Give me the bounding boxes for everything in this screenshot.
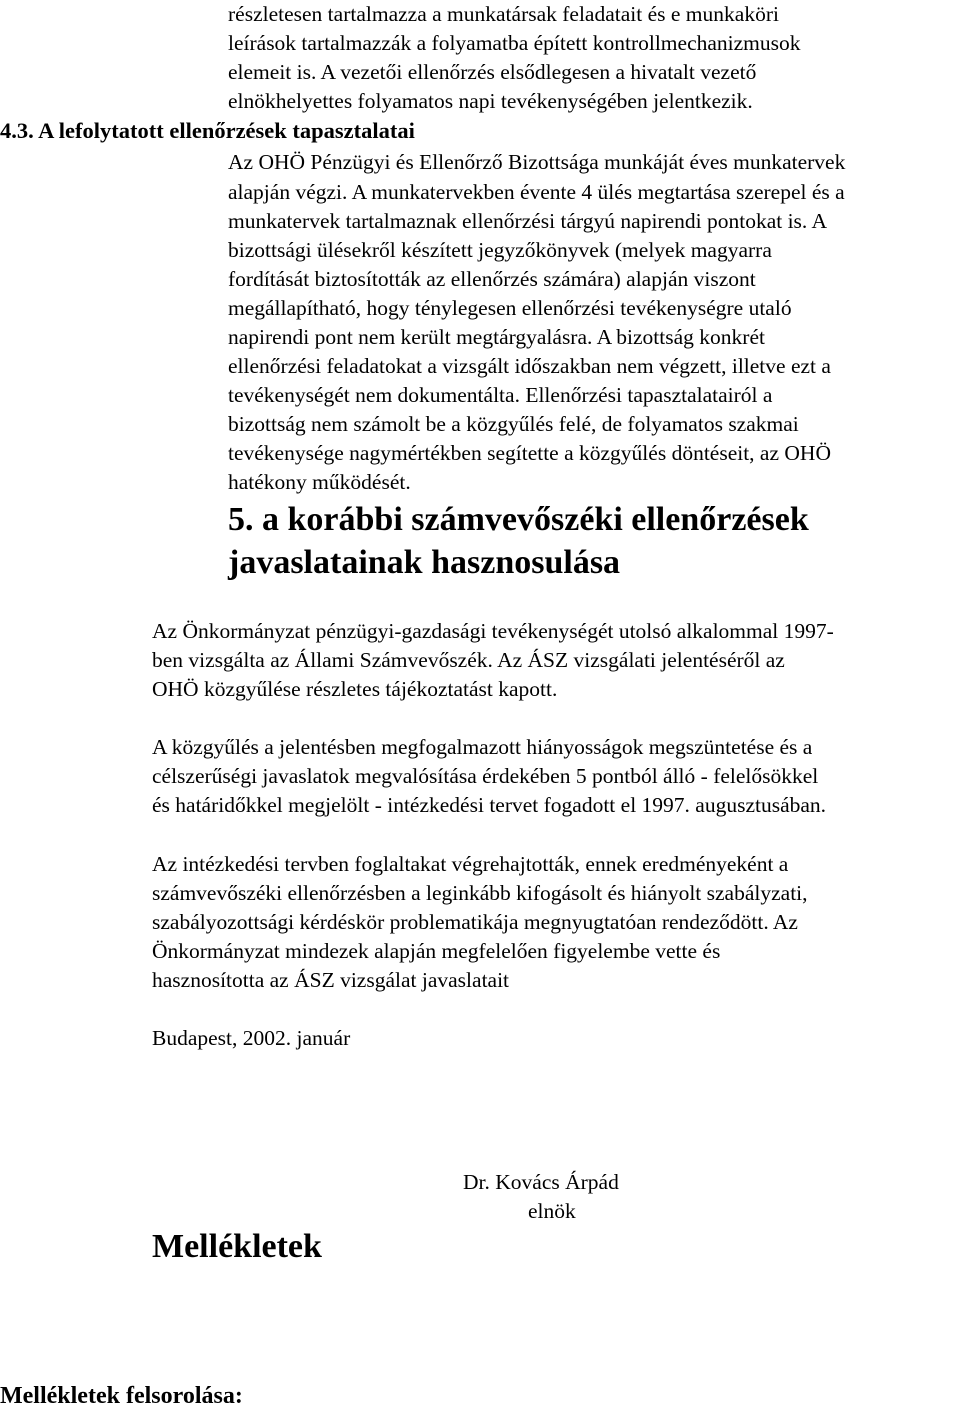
section-4-3-line: alapján végzi. A munkatervekben évente 4 ülés megtartása szerepel és a bbox=[228, 180, 845, 204]
intro-line: elemeit is. A vezetői ellenőrzés elsődlegesen a hivatalt vezető bbox=[228, 60, 757, 84]
section-4-3-line: tevékenységét nem dokumentálta. Ellenőrzési tapasztalatairól a bbox=[228, 383, 773, 407]
section-5-p3-line: számvevőszéki ellenőrzésben a leginkább kifogásolt és hiányolt szabályzati, bbox=[152, 881, 808, 905]
annex-heading: Mellékletek bbox=[152, 1228, 322, 1265]
place-date: Budapest, 2002. január bbox=[152, 1026, 351, 1050]
section-4-3-line: ellenőrzési feladatokat a vizsgált időszakban nem végzett, illetve ezt a bbox=[228, 354, 831, 378]
intro-line: részletesen tartalmazza a munkatársak feladatait és e munkaköri bbox=[228, 2, 779, 26]
section-4-3-heading: 4.3. A lefolytatott ellenőrzések tapasztalatai bbox=[0, 118, 415, 143]
section-4-3-line: fordítását biztosították az ellenőrzés számára) alapján viszont bbox=[228, 267, 756, 291]
section-4-3-line: Az OHÖ Pénzügyi és Ellenőrző Bizottsága munkáját éves munkatervek bbox=[228, 150, 846, 174]
section-5-heading-line: 5. a korábbi számvevőszéki ellenőrzések bbox=[228, 501, 809, 538]
section-5-p3-line: Az intézkedési tervben foglaltakat végrehajtották, ennek eredményeként a bbox=[152, 852, 789, 876]
section-4-3-line: tevékenysége nagymértékben segítette a közgyűlés döntéseit, az OHÖ bbox=[228, 441, 831, 465]
section-5-p1-line: Az Önkormányzat pénzügyi-gazdasági tevékenységét utolsó alkalommal 1997- bbox=[152, 619, 834, 643]
section-4-3-line: napirendi pont nem került megtárgyalásra. A bizottság konkrét bbox=[228, 325, 765, 349]
section-5-p1-line: OHÖ közgyűlése részletes tájékoztatást kapott. bbox=[152, 677, 558, 701]
section-5-p2-line: és határidőkkel megjelölt - intézkedési tervet fogadott el 1997. augusztusában. bbox=[152, 793, 827, 817]
section-4-3-line: bizottsági ülésekről készített jegyzőkönyvek (melyek magyarra bbox=[228, 238, 772, 262]
annex-list-heading: Mellékletek felsorolása: bbox=[0, 1383, 243, 1409]
section-4-3-line: bizottság nem számolt be a közgyűlés felé, de folyamatos szakmai bbox=[228, 412, 799, 436]
signature-role: elnök bbox=[528, 1199, 576, 1223]
section-5-p1-line: ben vizsgálta az Állami Számvevőszék. Az ÁSZ vizsgálati jelentéséről az bbox=[152, 648, 785, 672]
intro-line: leírások tartalmazzák a folyamatba épített kontrollmechanizmusok bbox=[228, 31, 801, 55]
signature-name: Dr. Kovács Árpád bbox=[463, 1170, 619, 1194]
section-4-3-line: megállapítható, hogy ténylegesen ellenőrzési tevékenységre utaló bbox=[228, 296, 792, 320]
section-5-p3-line: Önkormányzat mindezek alapján megfelelően figyelembe vette és bbox=[152, 939, 721, 963]
section-5-p3-line: szabályozottsági kérdéskör problematikája megnyugtatóan rendeződött. Az bbox=[152, 910, 798, 934]
section-5-p2-line: A közgyűlés a jelentésben megfogalmazott hiányosságok megszüntetése és a bbox=[152, 735, 813, 759]
section-5-p2-line: célszerűségi javaslatok megvalósítása érdekében 5 pontból álló - felelősökkel bbox=[152, 764, 819, 788]
section-4-3-line: hatékony működését. bbox=[228, 470, 411, 494]
section-4-3-line: munkatervek tartalmaznak ellenőrzési tárgyú napirendi pontokat is. A bbox=[228, 209, 828, 233]
intro-line: elnökhelyettes folyamatos napi tevékenységében jelentkezik. bbox=[228, 89, 753, 113]
section-5-heading-line: javaslatainak hasznosulása bbox=[228, 544, 621, 581]
section-5-p3-line: hasznosította az ÁSZ vizsgálat javaslatait bbox=[152, 968, 510, 992]
